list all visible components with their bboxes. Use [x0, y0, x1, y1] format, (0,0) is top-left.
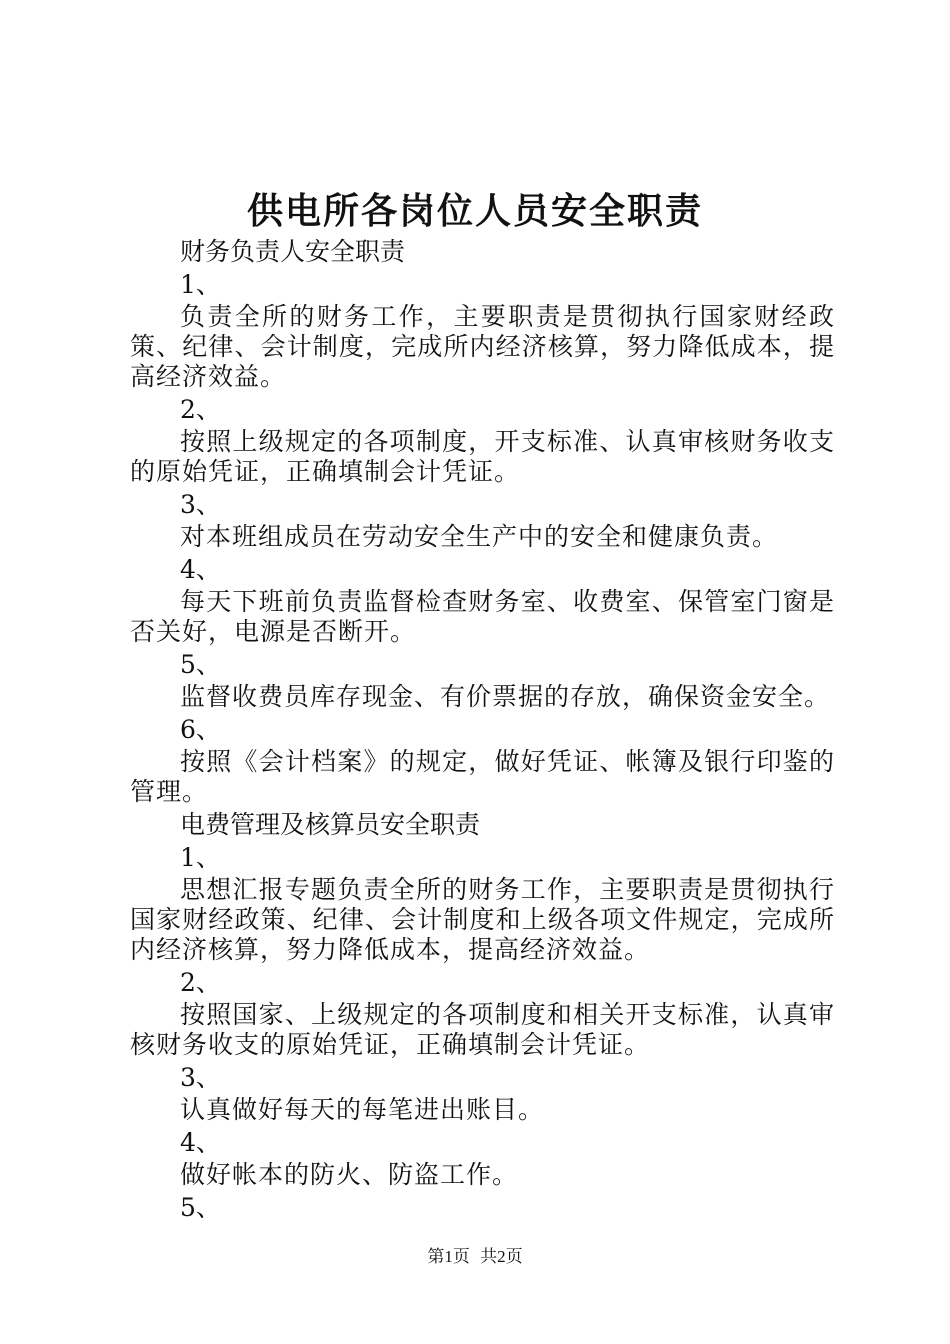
item-text: 每天下班前负责监督检查财务室、收费室、保管室门窗是否关好，电源是否断开。 [130, 587, 835, 646]
item-number: 1、 [180, 843, 221, 872]
item-text: 按照《会计档案》的规定，做好凭证、帐簿及银行印鉴的管理。 [130, 747, 835, 806]
page-title: 供电所各岗位人员安全职责 [246, 190, 703, 232]
item-number: 2、 [180, 968, 221, 997]
item-text: 对本班组成员在劳动安全生产中的安全和健康负责。 [180, 522, 779, 551]
document-body [130, 237, 835, 1223]
item-number: 3、 [180, 490, 221, 519]
item-number: 5、 [180, 1193, 221, 1222]
page-number: 第1页 [427, 1247, 470, 1266]
item-number: 4、 [180, 1128, 221, 1157]
item-number: 1、 [180, 270, 221, 299]
item-text: 认真做好每天的每笔进出账目。 [180, 1095, 545, 1124]
section-heading: 电费管理及核算员安全职责 [180, 810, 481, 839]
item-text: 做好帐本的防火、防盗工作。 [180, 1160, 519, 1189]
item-number: 5、 [180, 650, 221, 679]
page-footer [0, 1242, 950, 1267]
section-heading: 财务负责人安全职责 [180, 237, 406, 266]
item-text: 监督收费员库存现金、有价票据的存放，确保资金安全。 [180, 682, 831, 711]
item-number: 2、 [180, 395, 221, 424]
item-number: 3、 [180, 1063, 221, 1092]
item-number: 6、 [180, 715, 221, 744]
item-number: 4、 [180, 555, 221, 584]
item-text: 思想汇报专题负责全所的财务工作，主要职责是贯彻执行国家财经政策、纪律、会计制度和上级各项文件规定，完成所内经济核算，努力降低成本，提高经济效益。 [130, 875, 835, 964]
item-text: 按照上级规定的各项制度，开支标准、认真审核财务收支的原始凭证，正确填制会计凭证。 [130, 427, 835, 486]
item-text: 负责全所的财务工作，主要职责是贯彻执行国家财经政策、纪律、会计制度，完成所内经济核算，努力降低成本，提高经济效益。 [130, 302, 835, 391]
page-total: 共2页 [480, 1247, 523, 1266]
item-text: 按照国家、上级规定的各项制度和相关开支标准，认真审核财务收支的原始凭证，正确填制会计凭证。 [130, 1000, 835, 1059]
